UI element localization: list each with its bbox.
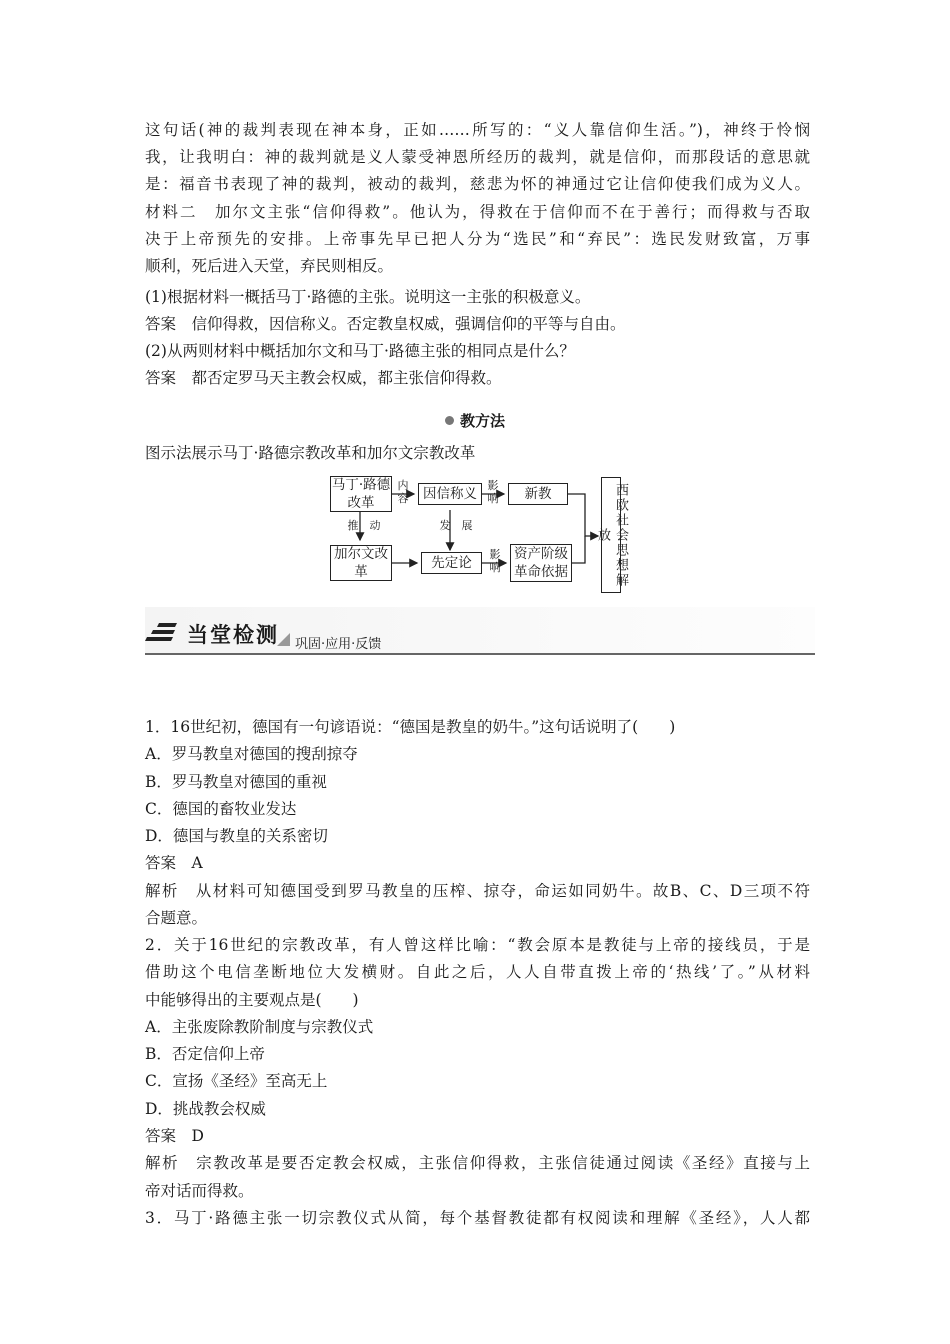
box-predestination: 先定论 [421,552,482,574]
answer-text: 答案 D [145,1127,204,1145]
question-text: 借助这个电信垄断地位大发横财。自此之后，人人自带直拨上帝的‘热线’了。”从材料 [145,963,810,981]
text-line: 这句话(神的裁判表现在神本身，正如……所写的：“义人靠信仰生活。”)，神终于怜悯 [145,121,810,139]
section-divider [145,653,815,655]
text-line: 顺利，死后进入天堂，弃民则相反。 [145,257,394,275]
box-luther-reform: 马丁·路德改革 [331,477,391,511]
text-line: 我，让我明白：神的裁判就是义人蒙受神恩所经历的裁判，就是信仰，而那段话的意思就 [145,148,810,166]
analysis-text: 帝对话而得救。 [145,1182,254,1200]
option-text: A．罗马教皇对德国的搜刮掠夺 [145,745,358,763]
label-develop: 发 展 [439,519,473,532]
box-western-europe-liberation: 西欧社会思想解放 [601,477,621,593]
option-text: C．德国的畜牧业发达 [145,800,297,818]
question-text: 1．16世纪初，德国有一句谚语说：“德国是教皇的奶牛。”这句话说明了( ) [145,718,676,736]
option-text: D．德国与教皇的关系密切 [145,827,328,845]
label-content: 内容 [397,479,409,505]
box-protestantism: 新教 [508,483,568,505]
text-line: 材料二 加尔文主张“信仰得救”。他认为，得救在于信仰而不在于善行；而得救与否取 [145,203,810,221]
box-calvin-reform: 加尔文改革 [330,545,392,581]
option-text: B．否定信仰上帝 [145,1045,265,1063]
answer-text: 答案 A [145,854,203,872]
method-title: 教方法 [459,412,505,430]
method-description: 图示法展示马丁·路德宗教改革和加尔文宗教改革 [145,444,476,462]
label-push: 推 动 [347,519,381,532]
question-text: 3．马丁·路德主张一切宗教仪式从简，每个基督教徒都有权阅读和理解《圣经》，人人都 [145,1209,810,1227]
option-text: D．挑战教会权威 [145,1100,266,1118]
question-text: (1)根据材料一概括马丁·路德的主张。说明这一主张的积极意义。 [145,288,591,306]
question-text: 2．关于16世纪的宗教改革，有人曾这样比喻：“教会原本是教徒与上帝的接线员，于是 [145,936,810,954]
question-text: 中能够得出的主要观点是( ) [145,991,359,1009]
option-text: B．罗马教皇对德国的重视 [145,773,327,791]
box-justification-by-faith: 因信称义 [418,483,482,505]
text-line: 决于上帝预先的安排。上帝事先早已把人分为“选民”和“弃民”：选民发财致富，万事 [145,230,810,248]
analysis-text: 解析 从材料可知德国受到罗马教皇的压榨、掠夺，命运如同奶牛。故B、C、D三项不符 [145,882,810,900]
analysis-text: 合题意。 [145,909,208,927]
stripes-icon [145,621,179,645]
triangle-icon [277,633,291,647]
section-title: 当堂检测 [187,623,279,647]
answer-text: 答案 都否定罗马天主教会权威，都主张信仰得救。 [145,369,502,387]
section-subtitle: 巩固·应用·反馈 [295,637,382,652]
answer-text: 答案 信仰得救，因信称义。否定教皇权威，强调信仰的平等与自由。 [145,315,626,333]
analysis-text: 解析 宗教改革是要否定教会权威，主张信仰得救，主张信徒通过阅读《圣经》直接与上 [145,1154,810,1172]
label-influence: 影响 [489,548,501,574]
question-text: (2)从两则材料中概括加尔文和马丁·路德主张的相同点是什么？ [145,342,575,360]
box-bourgeois-revolution: 资产阶级革命依据 [510,544,572,582]
section-header [145,607,815,655]
label-influence: 影响 [487,479,499,505]
option-text: C．宣扬《圣经》至高无上 [145,1072,328,1090]
option-text: A．主张废除教阶制度与宗教仪式 [145,1018,374,1036]
text-line: 是：福音书表现了神的裁判，被动的裁判，慈悲为怀的神通过它让信仰使我们成为义人。 [145,175,810,193]
